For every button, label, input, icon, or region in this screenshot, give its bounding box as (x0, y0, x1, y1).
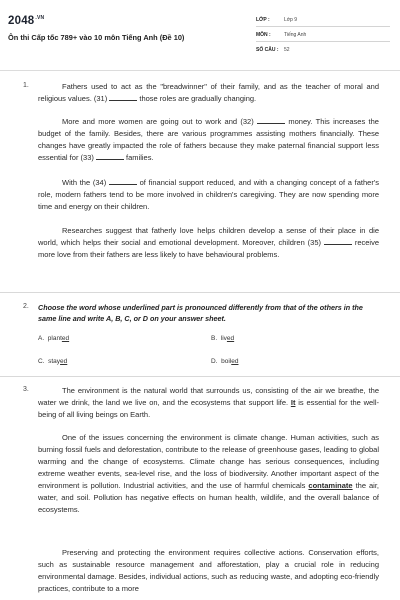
blank-33 (96, 153, 124, 160)
text: With the (34) (62, 178, 109, 187)
option-a[interactable] (38, 335, 69, 342)
blank-31 (109, 94, 137, 101)
class-label: LỚP : (256, 17, 270, 23)
q3-paragraph-2 (38, 432, 379, 516)
q1-paragraph-1 (38, 81, 379, 105)
question-divider (0, 292, 400, 293)
option-letter: C. (38, 358, 45, 365)
q2-instruction: Choose the word whose underlined part is pronounced differently from that of the others in the same line and write A, B, C, or D on your answer sheet. (38, 303, 363, 323)
document-header (0, 0, 400, 72)
question-count-value: 52 (284, 47, 290, 53)
option-word: stay (48, 358, 61, 365)
q3-paragraph-1 (38, 385, 379, 421)
option-letter: A. (38, 335, 45, 342)
class-value: Lớp 9 (284, 17, 298, 23)
option-d[interactable] (211, 358, 238, 365)
q1-paragraph-2 (38, 116, 379, 164)
text: the air, water, and soil. Pollution has negative effects on human health, wildlife, and the overall balance of ecosystems. (38, 481, 380, 514)
meta-divider (256, 41, 390, 42)
option-letter: D. (211, 358, 218, 365)
question-number: 2. (23, 303, 29, 310)
brand-name: 2048 (8, 15, 35, 27)
text: One of the issues concerning the environment is climate change. Human activities, such as burning fossil fuels and deforestation, contribute to the release of greenhouse gases, leading to global warming and the change of ecosystems. Climate change has serious consequences, including extreme weather events, sea-level rise, and the loss of biodiversity. Another important aspect of the environment is pollution. Industrial activities, and the use of harmful chemicals (38, 433, 379, 490)
option-letter: B. (211, 335, 218, 342)
q1-paragraph-3 (38, 177, 379, 213)
text: The environment is the natural world that surrounds us, consisting of the air we breathe, the water we drink, the land we live on, and the ecosystems that support life. (38, 386, 379, 407)
option-word: boil (221, 358, 232, 365)
subject-label: MÔN : (256, 32, 271, 38)
meta-divider (256, 26, 390, 27)
question-number: 1. (23, 82, 29, 89)
underlined-part: ed (60, 358, 68, 365)
document-title: Ôn thi Cấp tốc 789+ vào 10 môn Tiếng Anh (Đề 10) (8, 33, 185, 42)
underlined-reference: It (290, 398, 296, 407)
underlined-word: contaminate (308, 481, 353, 490)
blank-32 (257, 117, 285, 124)
blank-35 (324, 238, 352, 245)
underlined-part: ed (61, 335, 70, 342)
text: families. (123, 153, 154, 162)
question-count-label: SỐ CÂU : (256, 47, 279, 53)
text: Researches suggest that fatherly love helps children develop a sense of their place in die world, which helps their social and emotional development. Moreover, children (35) (38, 226, 379, 247)
text: is essential for the well-being of all living beings on Earth. (38, 398, 379, 419)
text: receive more love from their fathers are less likely to have behavioural problems. (38, 238, 379, 259)
header-divider (0, 70, 400, 71)
text: money. This increases the budget of the family. Besides, there are various programmes assisting mothers financially. These changes have greatly impacted the role of fathers because they make paternal financial support less essential for (33) (38, 117, 379, 162)
text: of financial support reduced, and with a changing concept of a father's role, modern fathers tend to be more involved in children's caregiving. They are now spending more time and energy on their children. (38, 178, 380, 211)
text: More and more women are going out to work and (32) (62, 117, 258, 126)
blank-34 (109, 178, 137, 185)
question-divider (0, 376, 400, 377)
option-c[interactable] (38, 358, 67, 365)
text: Fathers used to act as the "breadwinner" of their family, and as the teacher of moral and religious values. (31) (38, 82, 379, 103)
underlined-part: ed (226, 335, 235, 342)
option-word: plant (47, 335, 62, 342)
q3-paragraph-3: Preserving and protecting the environment requires collective actions. Conservation efforts, such as sustainable resource management and afforestation, play a crucial role in reducing environmental damage. Besides, individual actions, such as reducing waste, and adopting eco-friendly practices, contribute to a more (38, 548, 379, 593)
text: those roles are gradually changing. (137, 94, 257, 103)
brand-logo (8, 15, 44, 27)
subject-value: Tiếng Anh (284, 32, 307, 38)
option-word: liv (220, 335, 227, 342)
option-b[interactable] (211, 335, 234, 342)
underlined-part: ed (231, 358, 239, 365)
question-number: 3. (23, 386, 29, 393)
brand-suffix: .VN (35, 15, 45, 22)
q1-paragraph-4 (38, 225, 379, 261)
